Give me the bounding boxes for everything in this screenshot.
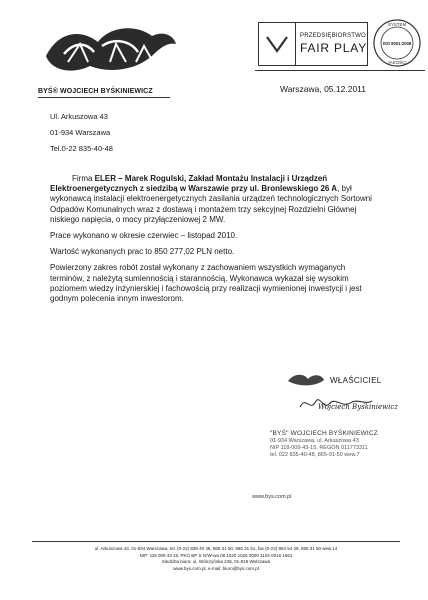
fair-play-caption: PRZEDSIĘBIORSTWO bbox=[300, 33, 366, 39]
footer-line-4: www.bys.com.pl, e-mail: biuro@bys.com.pl bbox=[173, 565, 259, 571]
footer-line-3: Siedziba biura: ul. Wólczyńska 249, 01-919 Warszawa bbox=[161, 559, 271, 565]
body-p1-intro: Firma bbox=[72, 174, 95, 183]
website: www.bys.com.pl bbox=[252, 494, 292, 500]
company-logo bbox=[40, 22, 180, 82]
footer-line-2: NIP: 118 009 43 15, PKO BP S O/W-wa 08 1020 1026 0000 1102 0016 1661 bbox=[139, 552, 293, 558]
small-logo-stamp bbox=[286, 372, 326, 388]
footer-line-1: ul. Arkuszowa 43, 01-934 Warszawa, tel. (0-22) 835 40 48, 865 31 50, 865 31 51, fax (0-22) 864 54 29, 865 31 50 wew.14 bbox=[94, 546, 338, 551]
sender-phone: Tel.0-22 835-40-48 bbox=[50, 144, 113, 153]
checkmark-icon bbox=[259, 23, 296, 65]
body-paragraph-4: Powierzony zakres robót został wykonany z zachowaniem wszystkich wymaganych terminów, z należytą sumiennością i starannością. Wykonawca wykazał się wysokim poziomem wiedzy inżynierskiej i fachowością przy realizacji wymienionej inwestycji i jest godnym polecenia innym inwestorom. bbox=[50, 263, 362, 304]
body-p1-company: ELER – Marek Rogulski, Zakład Montażu Instalacji i Urządzeń Elektroenergetycznych z siedzibą w Warszawie przy ul. Bronlewskiego 26 A bbox=[50, 174, 338, 194]
sender-street: Ul. Arkuszowa 43 bbox=[50, 112, 108, 121]
body-paragraph-2: Prace wykonano w okresie czerwiec – listopad 2010. bbox=[50, 231, 238, 241]
body-paragraph-3: Wartość wykonanych prac to 850 277,02 PLN netto. bbox=[50, 247, 235, 257]
iso-mid-label: ISO 9001:2008 bbox=[382, 41, 412, 46]
stamp-line-1: 01-934 Warszawa, ul. Arkuszowa 43 bbox=[270, 438, 359, 444]
header-divider-left bbox=[38, 97, 170, 98]
company-stamp bbox=[270, 430, 410, 459]
iso-seal bbox=[372, 18, 422, 68]
body-paragraph-1 bbox=[50, 174, 378, 225]
signature-title: WŁAŚCICIEL bbox=[330, 376, 382, 385]
company-name: BYŚ® WOJCIECH BYŚKINIEWICZ bbox=[38, 88, 153, 95]
iso-bottom-label: JAKOŚCI bbox=[387, 60, 407, 65]
letter-body bbox=[50, 174, 378, 310]
sender-city: 01-934 Warszawa bbox=[50, 128, 111, 137]
letter-date: Warszawa, 05.12.2011 bbox=[280, 84, 366, 94]
stamp-line-2: NIP 118-009-43-15, REGON 011773311 bbox=[270, 445, 368, 451]
fair-play-badge bbox=[258, 22, 368, 66]
header-divider-right bbox=[255, 70, 425, 71]
body-p1-rest: , był wykonawcą instalacji elektroenergetycznych zasilania urządzeń technologicznych Sortowni Odpadów Komunalnych wraz z dostawą i montażem trzy sekcyjnej Rozdzielni Głównej niskiego napięcia, o mocy przyłączeniowej 2 MW. bbox=[50, 184, 372, 224]
signer-name: Wojciech Byśkiniewicz bbox=[318, 403, 398, 411]
letter-footer bbox=[32, 546, 400, 572]
iso-top-label: SYSTEM bbox=[387, 22, 407, 27]
footer-divider bbox=[32, 541, 400, 542]
stamp-name: "BYŚ" WOJCIECH BYŚKINIEWICZ bbox=[270, 430, 378, 437]
fair-play-title: FAIR PLAY bbox=[300, 41, 368, 55]
stamp-line-3: tel. 022 835-40-48, 865-91-50 wew.7 bbox=[270, 452, 360, 458]
